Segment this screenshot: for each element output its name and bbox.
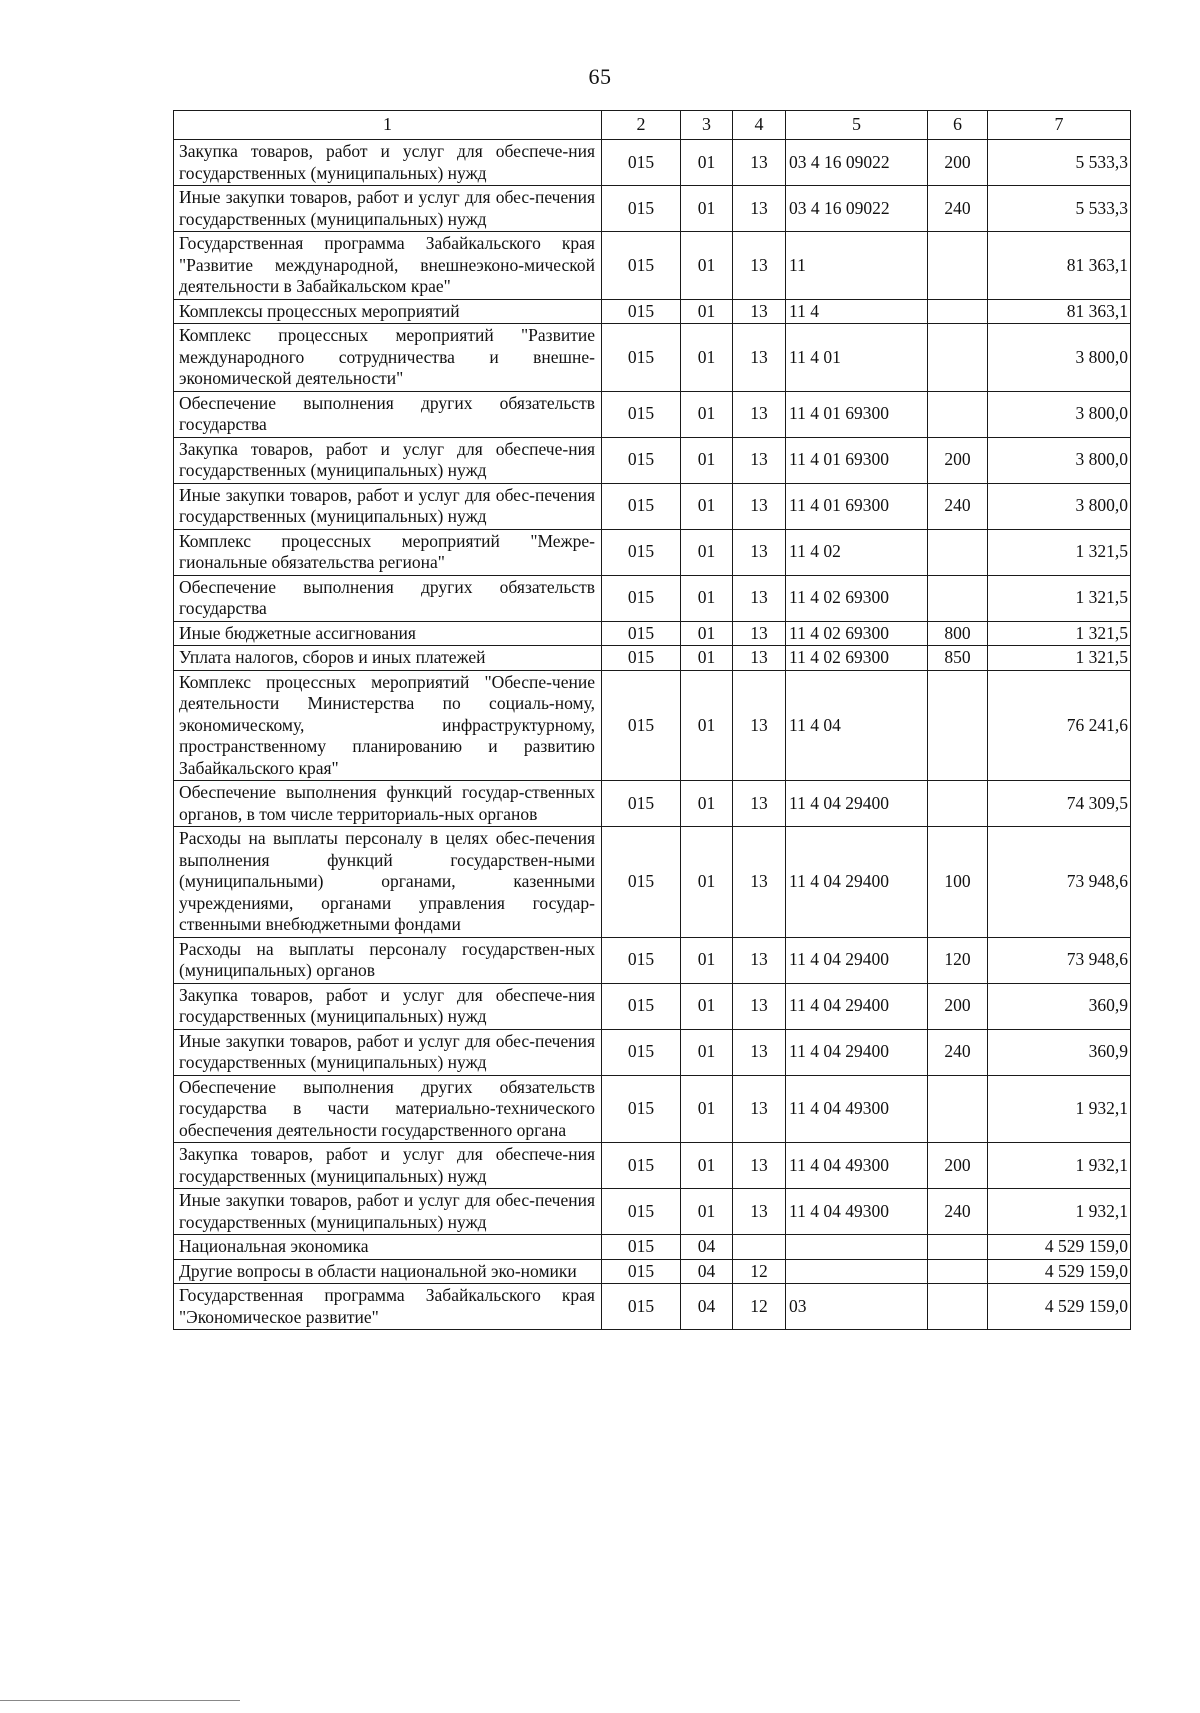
row-ministry-code: 015 bbox=[602, 827, 681, 938]
row-ministry-code: 015 bbox=[602, 529, 681, 575]
row-amount: 81 363,1 bbox=[988, 299, 1131, 324]
row-section-code: 01 bbox=[681, 983, 733, 1029]
table-row bbox=[174, 983, 1131, 1029]
row-description: Иные закупки товаров, работ и услуг для обес-печения государственных (муниципальных) нужд bbox=[174, 1189, 602, 1235]
header-col-2: 2 bbox=[602, 111, 681, 140]
header-col-4: 4 bbox=[733, 111, 786, 140]
scan-edge-line bbox=[0, 1700, 240, 1701]
row-amount: 3 800,0 bbox=[988, 324, 1131, 392]
row-target-article: 11 4 02 69300 bbox=[786, 621, 928, 646]
row-section-code: 01 bbox=[681, 140, 733, 186]
row-ministry-code: 015 bbox=[602, 1284, 681, 1330]
row-subsection-code: 13 bbox=[733, 529, 786, 575]
table-row bbox=[174, 232, 1131, 300]
table-row bbox=[174, 324, 1131, 392]
row-target-article: 11 4 04 49300 bbox=[786, 1143, 928, 1189]
row-expense-type: 120 bbox=[928, 937, 988, 983]
row-description: Закупка товаров, работ и услуг для обеспече-ния государственных (муниципальных) нужд bbox=[174, 437, 602, 483]
row-amount: 1 321,5 bbox=[988, 529, 1131, 575]
table-row bbox=[174, 937, 1131, 983]
row-subsection-code: 13 bbox=[733, 1029, 786, 1075]
row-section-code: 01 bbox=[681, 781, 733, 827]
row-description: Расходы на выплаты персоналу в целях обес-печения выполнения функций государствен-ными (муниципальными) органами, казенными учреждениями, органами управления государ-ственными внебюджетными фондами bbox=[174, 827, 602, 938]
row-expense-type bbox=[928, 529, 988, 575]
row-ministry-code: 015 bbox=[602, 232, 681, 300]
row-section-code: 01 bbox=[681, 483, 733, 529]
table-row bbox=[174, 827, 1131, 938]
row-amount: 73 948,6 bbox=[988, 827, 1131, 938]
row-subsection-code: 13 bbox=[733, 483, 786, 529]
row-section-code: 01 bbox=[681, 1075, 733, 1143]
table-row bbox=[174, 483, 1131, 529]
header-col-6: 6 bbox=[928, 111, 988, 140]
row-expense-type bbox=[928, 1259, 988, 1284]
row-expense-type bbox=[928, 670, 988, 781]
table-row bbox=[174, 781, 1131, 827]
table-row bbox=[174, 1143, 1131, 1189]
row-subsection-code: 13 bbox=[733, 140, 786, 186]
row-expense-type bbox=[928, 1075, 988, 1143]
header-col-5: 5 bbox=[786, 111, 928, 140]
row-target-article: 11 4 04 bbox=[786, 670, 928, 781]
row-amount: 4 529 159,0 bbox=[988, 1259, 1131, 1284]
row-section-code: 01 bbox=[681, 937, 733, 983]
row-subsection-code: 13 bbox=[733, 324, 786, 392]
row-ministry-code: 015 bbox=[602, 1259, 681, 1284]
row-section-code: 01 bbox=[681, 299, 733, 324]
row-description: Обеспечение выполнения других обязательств государства bbox=[174, 575, 602, 621]
row-target-article: 11 4 04 29400 bbox=[786, 827, 928, 938]
header-col-7: 7 bbox=[988, 111, 1131, 140]
row-description: Комплексы процессных мероприятий bbox=[174, 299, 602, 324]
row-expense-type: 100 bbox=[928, 827, 988, 938]
row-section-code: 04 bbox=[681, 1284, 733, 1330]
table-row bbox=[174, 1259, 1131, 1284]
row-subsection-code: 13 bbox=[733, 983, 786, 1029]
row-ministry-code: 015 bbox=[602, 1189, 681, 1235]
row-expense-type bbox=[928, 299, 988, 324]
row-target-article: 11 4 01 69300 bbox=[786, 483, 928, 529]
table-row bbox=[174, 1235, 1131, 1260]
row-subsection-code: 13 bbox=[733, 232, 786, 300]
row-subsection-code: 13 bbox=[733, 646, 786, 671]
row-description: Закупка товаров, работ и услуг для обеспече-ния государственных (муниципальных) нужд bbox=[174, 1143, 602, 1189]
row-expense-type bbox=[928, 1235, 988, 1260]
row-expense-type: 850 bbox=[928, 646, 988, 671]
row-ministry-code: 015 bbox=[602, 575, 681, 621]
row-subsection-code: 13 bbox=[733, 937, 786, 983]
row-amount: 360,9 bbox=[988, 983, 1131, 1029]
row-description: Иные закупки товаров, работ и услуг для обес-печения государственных (муниципальных) нужд bbox=[174, 1029, 602, 1075]
budget-table bbox=[173, 110, 1131, 1330]
row-amount: 1 321,5 bbox=[988, 621, 1131, 646]
row-target-article: 11 4 02 69300 bbox=[786, 575, 928, 621]
table-row bbox=[174, 140, 1131, 186]
row-expense-type: 200 bbox=[928, 1143, 988, 1189]
row-expense-type: 240 bbox=[928, 1029, 988, 1075]
row-section-code: 01 bbox=[681, 391, 733, 437]
row-ministry-code: 015 bbox=[602, 483, 681, 529]
row-target-article: 11 4 04 49300 bbox=[786, 1189, 928, 1235]
table-body bbox=[174, 140, 1131, 1330]
row-ministry-code: 015 bbox=[602, 437, 681, 483]
row-target-article: 11 4 01 bbox=[786, 324, 928, 392]
row-subsection-code: 12 bbox=[733, 1284, 786, 1330]
row-description: Иные бюджетные ассигнования bbox=[174, 621, 602, 646]
row-description: Иные закупки товаров, работ и услуг для обес-печения государственных (муниципальных) нужд bbox=[174, 483, 602, 529]
row-amount: 4 529 159,0 bbox=[988, 1284, 1131, 1330]
row-section-code: 01 bbox=[681, 646, 733, 671]
row-amount: 1 321,5 bbox=[988, 575, 1131, 621]
row-section-code: 01 bbox=[681, 1143, 733, 1189]
row-subsection-code: 13 bbox=[733, 1143, 786, 1189]
row-subsection-code: 13 bbox=[733, 186, 786, 232]
row-subsection-code: 13 bbox=[733, 299, 786, 324]
row-expense-type: 200 bbox=[928, 983, 988, 1029]
row-target-article: 11 4 01 69300 bbox=[786, 437, 928, 483]
row-amount: 5 533,3 bbox=[988, 140, 1131, 186]
row-amount: 360,9 bbox=[988, 1029, 1131, 1075]
row-subsection-code: 13 bbox=[733, 781, 786, 827]
row-target-article: 11 4 04 29400 bbox=[786, 937, 928, 983]
row-subsection-code: 13 bbox=[733, 575, 786, 621]
row-expense-type: 240 bbox=[928, 483, 988, 529]
row-amount: 76 241,6 bbox=[988, 670, 1131, 781]
table-row bbox=[174, 391, 1131, 437]
row-amount: 1 932,1 bbox=[988, 1075, 1131, 1143]
row-section-code: 01 bbox=[681, 575, 733, 621]
header-col-3: 3 bbox=[681, 111, 733, 140]
row-target-article: 03 bbox=[786, 1284, 928, 1330]
table-row bbox=[174, 670, 1131, 781]
row-section-code: 01 bbox=[681, 324, 733, 392]
row-description: Государственная программа Забайкальского края "Развитие международной, внешнеэконо-мической деятельности в Забайкальском крае" bbox=[174, 232, 602, 300]
row-expense-type bbox=[928, 1284, 988, 1330]
row-subsection-code: 13 bbox=[733, 1189, 786, 1235]
row-section-code: 01 bbox=[681, 529, 733, 575]
row-amount: 1 932,1 bbox=[988, 1189, 1131, 1235]
table-row bbox=[174, 529, 1131, 575]
row-amount: 81 363,1 bbox=[988, 232, 1131, 300]
row-ministry-code: 015 bbox=[602, 1143, 681, 1189]
row-subsection-code: 13 bbox=[733, 437, 786, 483]
row-ministry-code: 015 bbox=[602, 186, 681, 232]
row-subsection-code: 13 bbox=[733, 827, 786, 938]
row-subsection-code: 13 bbox=[733, 621, 786, 646]
row-target-article: 11 4 04 29400 bbox=[786, 983, 928, 1029]
row-subsection-code: 12 bbox=[733, 1259, 786, 1284]
row-target-article bbox=[786, 1235, 928, 1260]
row-ministry-code: 015 bbox=[602, 299, 681, 324]
row-ministry-code: 015 bbox=[602, 140, 681, 186]
table-row bbox=[174, 1075, 1131, 1143]
row-ministry-code: 015 bbox=[602, 621, 681, 646]
row-expense-type: 240 bbox=[928, 1189, 988, 1235]
table-row bbox=[174, 186, 1131, 232]
table-header-row bbox=[174, 111, 1131, 140]
table-row bbox=[174, 1029, 1131, 1075]
row-description: Уплата налогов, сборов и иных платежей bbox=[174, 646, 602, 671]
row-amount: 1 932,1 bbox=[988, 1143, 1131, 1189]
row-target-article: 11 4 01 69300 bbox=[786, 391, 928, 437]
row-subsection-code bbox=[733, 1235, 786, 1260]
row-ministry-code: 015 bbox=[602, 391, 681, 437]
row-description: Обеспечение выполнения других обязательств государства в части материально-технического обеспечения деятельности государственного органа bbox=[174, 1075, 602, 1143]
row-section-code: 01 bbox=[681, 621, 733, 646]
row-amount: 73 948,6 bbox=[988, 937, 1131, 983]
table-row bbox=[174, 621, 1131, 646]
row-target-article: 11 bbox=[786, 232, 928, 300]
row-section-code: 01 bbox=[681, 670, 733, 781]
row-target-article: 11 4 02 69300 bbox=[786, 646, 928, 671]
row-ministry-code: 015 bbox=[602, 1075, 681, 1143]
row-subsection-code: 13 bbox=[733, 670, 786, 781]
row-target-article: 11 4 04 29400 bbox=[786, 1029, 928, 1075]
row-expense-type bbox=[928, 232, 988, 300]
row-amount: 3 800,0 bbox=[988, 437, 1131, 483]
row-subsection-code: 13 bbox=[733, 1075, 786, 1143]
row-description: Комплекс процессных мероприятий "Межре-гиональные обязательства региона" bbox=[174, 529, 602, 575]
row-description: Закупка товаров, работ и услуг для обеспече-ния государственных (муниципальных) нужд bbox=[174, 983, 602, 1029]
row-section-code: 04 bbox=[681, 1235, 733, 1260]
row-amount: 3 800,0 bbox=[988, 391, 1131, 437]
page-number: 65 bbox=[588, 64, 612, 89]
row-target-article bbox=[786, 1259, 928, 1284]
row-section-code: 01 bbox=[681, 827, 733, 938]
row-target-article: 11 4 02 bbox=[786, 529, 928, 575]
row-section-code: 04 bbox=[681, 1259, 733, 1284]
row-expense-type bbox=[928, 391, 988, 437]
table-row bbox=[174, 437, 1131, 483]
row-description: Государственная программа Забайкальского края "Экономическое развитие" bbox=[174, 1284, 602, 1330]
row-expense-type: 800 bbox=[928, 621, 988, 646]
row-target-article: 11 4 bbox=[786, 299, 928, 324]
row-description: Иные закупки товаров, работ и услуг для обес-печения государственных (муниципальных) нужд bbox=[174, 186, 602, 232]
row-expense-type: 240 bbox=[928, 186, 988, 232]
row-target-article: 03 4 16 09022 bbox=[786, 186, 928, 232]
table-row bbox=[174, 299, 1131, 324]
row-target-article: 03 4 16 09022 bbox=[786, 140, 928, 186]
row-section-code: 01 bbox=[681, 437, 733, 483]
row-expense-type: 200 bbox=[928, 437, 988, 483]
row-amount: 3 800,0 bbox=[988, 483, 1131, 529]
row-description: Комплекс процессных мероприятий "Обеспе-чение деятельности Министерства по социаль-ному, экономическому, инфраструктурному, пространственному планированию и развитию Забайкальского края" bbox=[174, 670, 602, 781]
table-row bbox=[174, 575, 1131, 621]
row-subsection-code: 13 bbox=[733, 391, 786, 437]
row-ministry-code: 015 bbox=[602, 937, 681, 983]
row-expense-type bbox=[928, 781, 988, 827]
row-expense-type: 200 bbox=[928, 140, 988, 186]
row-ministry-code: 015 bbox=[602, 983, 681, 1029]
row-ministry-code: 015 bbox=[602, 781, 681, 827]
table-row bbox=[174, 1284, 1131, 1330]
row-ministry-code: 015 bbox=[602, 1235, 681, 1260]
row-amount: 74 309,5 bbox=[988, 781, 1131, 827]
header-col-1: 1 bbox=[174, 111, 602, 140]
row-target-article: 11 4 04 49300 bbox=[786, 1075, 928, 1143]
table-row bbox=[174, 646, 1131, 671]
row-description: Обеспечение выполнения функций государ-ственных органов, в том числе территориаль-ных органов bbox=[174, 781, 602, 827]
row-amount: 4 529 159,0 bbox=[988, 1235, 1131, 1260]
row-section-code: 01 bbox=[681, 1189, 733, 1235]
row-description: Обеспечение выполнения других обязательств государства bbox=[174, 391, 602, 437]
row-section-code: 01 bbox=[681, 232, 733, 300]
row-description: Комплекс процессных мероприятий "Развитие международного сотрудничества и внешне-экономической деятельности" bbox=[174, 324, 602, 392]
row-ministry-code: 015 bbox=[602, 324, 681, 392]
row-description: Другие вопросы в области национальной эко-номики bbox=[174, 1259, 602, 1284]
row-amount: 5 533,3 bbox=[988, 186, 1131, 232]
row-expense-type bbox=[928, 324, 988, 392]
row-expense-type bbox=[928, 575, 988, 621]
row-target-article: 11 4 04 29400 bbox=[786, 781, 928, 827]
row-amount: 1 321,5 bbox=[988, 646, 1131, 671]
row-ministry-code: 015 bbox=[602, 646, 681, 671]
row-ministry-code: 015 bbox=[602, 1029, 681, 1075]
row-description: Закупка товаров, работ и услуг для обеспече-ния государственных (муниципальных) нужд bbox=[174, 140, 602, 186]
row-ministry-code: 015 bbox=[602, 670, 681, 781]
row-description: Национальная экономика bbox=[174, 1235, 602, 1260]
row-section-code: 01 bbox=[681, 1029, 733, 1075]
row-description: Расходы на выплаты персоналу государствен-ных (муниципальных) органов bbox=[174, 937, 602, 983]
row-section-code: 01 bbox=[681, 186, 733, 232]
table-row bbox=[174, 1189, 1131, 1235]
